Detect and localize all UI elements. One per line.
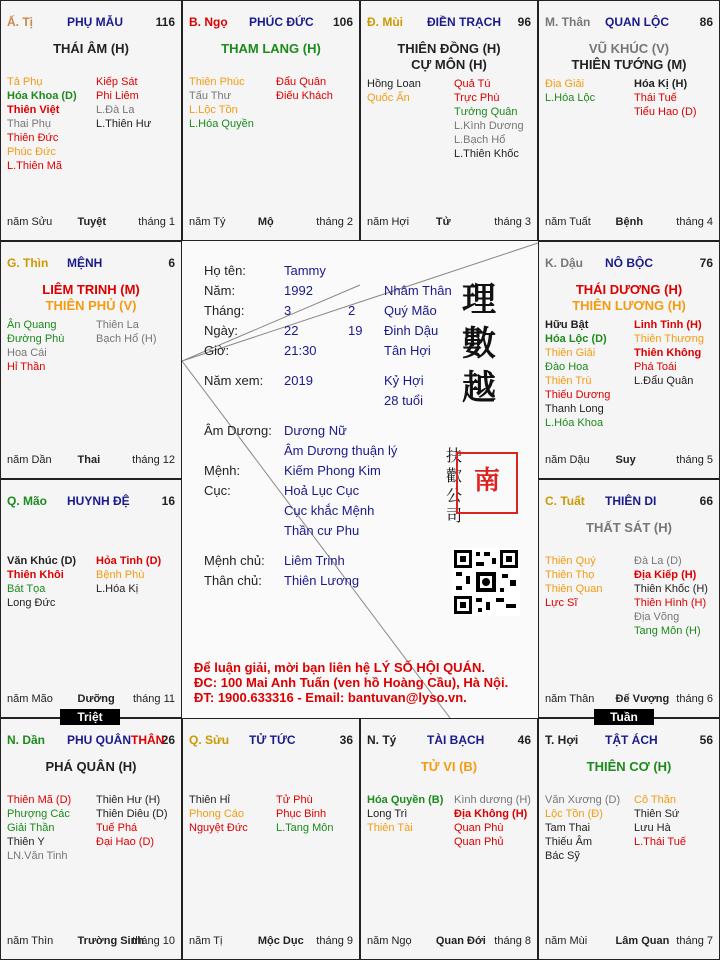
minor-star: Phúc Đức <box>7 146 56 158</box>
palace-age: 106 <box>332 15 353 29</box>
minor-star: Long Đức <box>7 597 56 609</box>
main-star: TỬ VI (B) <box>420 759 478 774</box>
palace-header <box>367 733 531 747</box>
palace-age: 26 <box>161 733 175 747</box>
minor-star: Tướng Quân <box>454 106 518 118</box>
minor-star: L.Đẩu Quân <box>634 375 694 387</box>
minor-star: Thiên Quý <box>545 555 596 567</box>
minor-star: Phá Toái <box>634 361 677 373</box>
minor-stars-right <box>634 793 686 849</box>
minor-star: L.Thái Tuế <box>634 836 686 848</box>
minor-stars-right <box>634 318 704 388</box>
value-ngay-can: Đinh Dậu <box>384 323 439 338</box>
minor-star: Trực Phù <box>454 92 500 104</box>
palace-header <box>7 256 175 270</box>
palace-branch: T. Hợi <box>545 733 579 747</box>
minor-stars-left <box>367 793 443 835</box>
calligraphy-small-2: 歡 <box>446 466 463 485</box>
palace-header <box>7 733 175 747</box>
minor-star: Lộc Tồn (Đ) <box>545 808 603 820</box>
minor-star: Thiên Sứ <box>634 808 680 820</box>
palace-header <box>545 494 713 508</box>
palace-footer <box>545 454 713 468</box>
palace-month: tháng 2 <box>316 216 353 228</box>
palace-month: tháng 9 <box>316 935 353 947</box>
palace-name: PHÚC ĐỨC <box>249 15 314 29</box>
value-cuc-2: Cục khắc Mệnh <box>284 503 375 518</box>
minor-star: Thiên Giải <box>545 347 596 359</box>
palace-month: tháng 6 <box>676 693 713 705</box>
minor-star: Phi Liêm <box>96 90 139 102</box>
palace-stage: Suy <box>615 454 636 466</box>
palace-year: năm Mão <box>7 693 53 705</box>
palace-top2[interactable] <box>182 0 360 241</box>
minor-stars-left <box>7 75 77 173</box>
seal-char: 南 <box>473 466 500 496</box>
calligraphy-small-4: 司 <box>446 506 463 525</box>
calligraphy-small-3: 公 <box>446 486 463 505</box>
calligraphy-char-3: 越 <box>462 368 496 408</box>
minor-star: Thiên Diêu (D) <box>96 808 168 820</box>
minor-star: Hóa Quyền (B) <box>367 794 444 806</box>
minor-star: Địa Võng <box>634 611 680 623</box>
palace-month: tháng 12 <box>132 454 175 466</box>
palace-branch: B. Ngọ <box>189 15 228 29</box>
palace-name: PHU QUÂN <box>67 733 132 747</box>
minor-star: Bác Sỹ <box>545 850 580 862</box>
palace-name: TỬ TỨC <box>249 733 296 747</box>
minor-star: Tấu Thư <box>189 90 232 102</box>
palace-footer <box>189 216 353 230</box>
minor-star: Địa Kiếp (H) <box>634 569 697 581</box>
palace-branch: N. Tý <box>367 733 397 747</box>
minor-star: Lưu Hà <box>634 822 671 834</box>
palace-month: tháng 1 <box>138 216 175 228</box>
palace-footer <box>7 693 175 707</box>
value-ho-ten: Tammy <box>284 263 326 278</box>
palace-year: năm Tuất <box>545 216 591 228</box>
value-gio-can: Tân Hợi <box>384 343 431 358</box>
main-star: THAM LANG (H) <box>221 41 321 56</box>
minor-star: Thiên Hỉ <box>189 794 230 806</box>
minor-star: L.Tang Môn <box>276 822 334 834</box>
main-star: THÁI DƯƠNG (H) <box>575 282 683 297</box>
palace-header <box>7 494 175 508</box>
palace-stage: Mộ <box>257 216 274 228</box>
palace-mid3[interactable] <box>0 479 182 718</box>
minor-star: Cô Thần <box>634 794 676 806</box>
palace-age: 116 <box>155 15 175 29</box>
main-star: LIÊM TRINH (M) <box>42 282 140 297</box>
minor-star: Kiếp Sát <box>96 76 138 88</box>
label-am-duong: Âm Dương: <box>204 423 272 438</box>
palace-mid4[interactable] <box>538 479 720 718</box>
value-ngay: 22 <box>284 323 299 338</box>
palace-month: tháng 4 <box>676 216 713 228</box>
minor-stars-right <box>96 554 161 596</box>
minor-star: L.Thiên Mã <box>7 160 63 172</box>
minor-star: Bát Tọa <box>7 583 46 595</box>
palace-name: TẬT ÁCH <box>605 733 658 747</box>
minor-star: Thiên La <box>96 319 139 331</box>
minor-stars-right <box>276 75 333 103</box>
red-seal-stamp <box>456 452 518 514</box>
main-star: CỰ MÔN (H) <box>411 57 487 72</box>
minor-star: Thiên Hư (H) <box>96 794 161 806</box>
palace-footer <box>7 454 175 468</box>
palace-year: năm Thìn <box>7 935 54 947</box>
palace-bot1[interactable] <box>0 718 182 960</box>
label-menh-chu: Mệnh chủ: <box>204 553 265 568</box>
palace-header <box>189 733 353 747</box>
palace-stage: Trường Sinh <box>77 935 145 947</box>
value-menh-chu: Liêm Trinh <box>284 553 345 568</box>
minor-star: Thiên Quan <box>545 583 603 595</box>
label-ngay: Ngày: <box>204 323 238 338</box>
calligraphy-small-1: 扶 <box>446 446 463 465</box>
calligraphy-char-2: 數 <box>462 324 496 364</box>
minor-star: Thiên Thọ <box>545 569 595 581</box>
palace-name: TÀI BẠCH <box>427 733 485 747</box>
palace-branch: Đ. Mùi <box>367 15 403 29</box>
main-star: THIÊN CƠ (H) <box>586 759 672 774</box>
minor-star: L.Đà La <box>96 104 135 116</box>
minor-stars-left <box>367 77 421 105</box>
palace-age: 6 <box>168 256 175 270</box>
palace-than-marker: THÂN <box>131 733 165 747</box>
contact-line-2: ĐC: 100 Mai Anh Tuấn (ven hồ Hoàng Cầu), Hà Nội. <box>194 675 509 690</box>
palace-age: 86 <box>699 15 713 29</box>
minor-stars-right <box>634 77 697 119</box>
value-ngay-am: 19 <box>348 323 363 338</box>
minor-star: Hữu Bật <box>545 319 589 331</box>
palace-top4[interactable] <box>538 0 720 241</box>
palace-month: tháng 3 <box>494 216 531 228</box>
minor-star: Quan Phủ <box>454 836 504 848</box>
minor-star: L.Lộc Tồn <box>189 104 238 116</box>
palace-name: ĐIỀN TRẠCH <box>427 15 501 29</box>
minor-star: Tam Thai <box>545 822 591 834</box>
contact-info <box>194 660 508 705</box>
minor-star: Hỉ Thần <box>7 361 46 373</box>
value-menh: Kiếm Phong Kim <box>284 463 381 478</box>
palace-name: MỆNH <box>67 256 103 270</box>
palace-stage: Bệnh <box>615 216 644 228</box>
value-nam-xem: 2019 <box>284 373 313 388</box>
label-nam-xem: Năm xem: <box>204 373 264 388</box>
minor-stars-left <box>545 554 602 610</box>
palace-footer <box>545 693 713 707</box>
palace-bot4[interactable] <box>538 718 720 960</box>
minor-star: Kình dương (H) <box>454 794 531 806</box>
palace-year: năm Thân <box>545 693 595 705</box>
minor-star: Tang Môn (H) <box>634 625 701 637</box>
minor-stars-left <box>7 318 64 374</box>
label-than-chu: Thân chủ: <box>204 573 262 588</box>
palace-header <box>545 733 713 747</box>
palace-branch: Q. Mão <box>7 494 48 508</box>
minor-star: Phong Cáo <box>189 808 245 820</box>
palace-age: 36 <box>339 733 353 747</box>
main-star: THÁI ÂM (H) <box>53 41 129 56</box>
minor-star: Thiếu Âm <box>545 836 593 848</box>
palace-branch: G. Thìn <box>7 256 49 270</box>
label-menh: Mệnh: <box>204 463 241 478</box>
palace-bot2[interactable] <box>182 718 360 960</box>
qr-code[interactable] <box>452 548 520 616</box>
minor-star: Tuế Phá <box>96 822 138 834</box>
minor-star: Thiên Y <box>7 836 45 848</box>
minor-stars-right <box>454 77 524 161</box>
minor-star: Địa Không (H) <box>454 808 528 820</box>
minor-star: Nguyệt Đức <box>189 822 248 834</box>
value-nam-xem-can: Kỷ Hợi <box>384 373 424 388</box>
minor-stars-right <box>96 75 151 131</box>
calligraphy-title <box>462 278 496 410</box>
qr-code-graphic <box>452 548 520 616</box>
minor-stars-left <box>7 554 76 610</box>
palace-stage: Tử <box>435 216 451 228</box>
main-star: THIÊN LƯƠNG (H) <box>572 298 686 313</box>
minor-star: Thiên Việt <box>7 104 60 116</box>
label-gio: Giờ: <box>204 343 230 358</box>
label-cuc: Cục: <box>204 483 231 498</box>
palace-footer <box>189 935 353 949</box>
palace-mid2[interactable] <box>538 241 720 479</box>
palace-name: THIÊN DI <box>605 494 657 508</box>
palace-age: 16 <box>161 494 175 508</box>
minor-star: L.Hóa Kị <box>96 583 139 595</box>
palace-footer <box>7 216 175 230</box>
tuan-badge: Tuần <box>594 709 654 725</box>
contact-line-3: ĐT: 1900.633316 - Email: bantuvan@lyso.vn. <box>194 690 467 705</box>
palace-stage: Lâm Quan <box>615 935 670 947</box>
minor-star: Đà La (D) <box>634 555 682 567</box>
palace-footer <box>7 935 175 949</box>
minor-star: Thiên Tài <box>367 822 413 834</box>
minor-star: Quan Phù <box>454 822 504 834</box>
value-am-duong: Dương Nữ <box>284 423 347 438</box>
minor-stars-left <box>545 77 595 105</box>
value-thang: 3 <box>284 303 292 318</box>
minor-star: L.Thiên Khốc <box>454 148 519 160</box>
minor-star: Linh Tinh (H) <box>634 319 702 331</box>
palace-year: năm Sửu <box>7 216 53 228</box>
minor-star: Hóa Kị (H) <box>634 78 688 90</box>
palace-footer <box>367 216 531 230</box>
palace-age: 46 <box>517 733 531 747</box>
palace-branch: Ấ. Tị <box>7 15 33 29</box>
minor-star: Đường Phù <box>7 333 65 345</box>
palace-header <box>367 15 531 29</box>
minor-star: Ân Quang <box>7 319 57 331</box>
main-star: THIÊN ĐỒNG (H) <box>397 41 501 56</box>
minor-star: Quả Tú <box>454 78 491 90</box>
value-tuoi: 28 tuổi <box>384 393 424 408</box>
palace-year: năm Tý <box>189 216 226 228</box>
palace-month: tháng 11 <box>132 693 175 705</box>
minor-star: Tiểu Hao (D) <box>634 106 697 118</box>
palace-name: PHỤ MẪU <box>67 15 123 29</box>
palace-stage: Mộc Dục <box>257 935 304 947</box>
palace-age: 96 <box>517 15 531 29</box>
minor-star: Hóa Khoa (D) <box>7 90 77 102</box>
palace-branch: Q. Sửu <box>189 733 230 747</box>
palace-stage: Quan Đới <box>435 935 486 947</box>
palace-age: 76 <box>699 256 713 270</box>
minor-stars-left <box>189 75 254 131</box>
minor-star: LN.Văn Tinh <box>7 850 68 862</box>
minor-star: Long Trì <box>367 808 408 820</box>
minor-star: Thiên Thương <box>634 333 705 345</box>
main-star: THẤT SÁT (H) <box>586 520 672 535</box>
main-star: PHÁ QUÂN (H) <box>45 759 137 774</box>
minor-stars-right <box>454 793 531 849</box>
minor-star: L.Hóa Quyền <box>189 118 254 130</box>
minor-star: Thanh Long <box>545 403 604 415</box>
label-thang: Tháng: <box>204 303 245 318</box>
palace-name: QUAN LỘC <box>605 15 669 29</box>
contact-line-1: Để luận giải, mời bạn liên hệ LÝ SỐ HỘI QUÁN. <box>194 660 485 675</box>
minor-star: Bệnh Phù <box>96 569 145 581</box>
value-thang-can: Quý Mão <box>384 303 437 318</box>
minor-star: L.Kình Dương <box>454 120 524 132</box>
palace-stage: Đế Vượng <box>615 693 670 705</box>
palace-branch: K. Dậu <box>545 256 584 270</box>
minor-stars-left <box>545 793 620 863</box>
value-gio: 21:30 <box>284 343 317 358</box>
minor-stars-left <box>545 318 610 430</box>
minor-star: Địa Giải <box>545 78 585 90</box>
calligraphy-char-1: 理 <box>462 280 496 320</box>
minor-star: Thiên Mã (D) <box>7 794 72 806</box>
minor-star: Thiên Đức <box>7 132 59 144</box>
minor-star: Thiên Phúc <box>189 76 245 88</box>
palace-branch: M. Thân <box>545 15 591 29</box>
minor-star: Hóa Lộc (D) <box>545 333 607 345</box>
palace-branch: C. Tuất <box>545 494 585 508</box>
minor-star: Bạch Hổ (H) <box>96 333 157 345</box>
palace-header <box>7 15 175 29</box>
minor-star: L.Thiên Hư <box>96 118 152 130</box>
palace-month: tháng 8 <box>494 935 531 947</box>
minor-stars-right <box>276 793 333 835</box>
minor-star: Thiên Không <box>634 347 702 359</box>
main-star: THIÊN TƯỚNG (M) <box>571 57 687 72</box>
minor-star: Thiên Trù <box>545 375 592 387</box>
palace-name: HUYNH ĐỆ <box>67 494 130 508</box>
minor-star: Đẩu Quân <box>276 76 327 88</box>
minor-star: Thiên Khôi <box>7 569 64 581</box>
value-cuc-3: Thần cư Phu <box>284 523 360 538</box>
palace-header <box>545 15 713 29</box>
minor-star: Đại Hao (D) <box>96 836 155 848</box>
palace-month: tháng 7 <box>676 935 713 947</box>
minor-star: Phượng Các <box>7 808 70 820</box>
palace-stage: Thai <box>77 454 101 466</box>
palace-stage: Tuyệt <box>77 216 107 228</box>
minor-star: Văn Xương (D) <box>545 794 621 806</box>
minor-stars-left <box>7 793 71 863</box>
palace-branch: N. Dần <box>7 733 46 747</box>
palace-name: NÔ BỘC <box>605 256 653 270</box>
palace-year: năm Ngọ <box>367 935 412 947</box>
palace-top3[interactable] <box>360 0 538 241</box>
minor-stars-left <box>189 793 248 835</box>
minor-star: Văn Khúc (D) <box>7 555 77 567</box>
minor-star: Thái Tuế <box>634 92 677 104</box>
palace-top1[interactable] <box>0 0 182 241</box>
value-am-duong-2: Âm Dương thuận lý <box>284 443 398 458</box>
main-star: VŨ KHÚC (V) <box>588 41 670 56</box>
value-nam: 1992 <box>284 283 313 298</box>
palace-bot3[interactable] <box>360 718 538 960</box>
value-than-chu: Thiên Lương <box>284 573 360 588</box>
minor-stars-right <box>96 793 168 849</box>
minor-star: Phục Binh <box>276 808 327 820</box>
minor-stars-right <box>634 554 708 638</box>
palace-mid1[interactable] <box>0 241 182 479</box>
palace-year: năm Mùi <box>545 935 588 947</box>
palace-year: năm Dậu <box>545 454 590 466</box>
palace-footer <box>367 935 531 949</box>
minor-star: L.Hóa Lộc <box>545 92 596 104</box>
minor-star: Thiên Khốc (H) <box>634 583 708 595</box>
minor-star: Quốc Ấn <box>367 92 410 104</box>
label-ho-ten: Họ tên: <box>204 263 246 278</box>
main-star: THIÊN PHỦ (V) <box>45 298 137 313</box>
palace-header <box>189 15 353 29</box>
triet-badge: Triệt <box>60 709 120 725</box>
palace-month: tháng 5 <box>676 454 713 466</box>
minor-star: Thiếu Dương <box>545 389 611 401</box>
minor-star: Tử Phù <box>276 794 313 806</box>
palace-month: tháng 10 <box>132 935 175 947</box>
minor-star: Tả Phụ <box>7 76 43 88</box>
value-thang-am: 2 <box>348 303 356 318</box>
value-cuc: Hoả Lục Cục <box>284 483 360 498</box>
minor-stars-right <box>96 318 157 346</box>
minor-star: Thiên Hình (H) <box>634 597 707 609</box>
palace-stage: Dưỡng <box>77 693 115 705</box>
minor-star: L.Bạch Hổ <box>454 134 506 146</box>
minor-star: Đào Hoa <box>545 361 589 373</box>
minor-star: Điếu Khách <box>276 90 333 102</box>
label-nam: Năm: <box>204 283 236 298</box>
value-nam-can: Nhâm Thân <box>384 283 452 298</box>
palace-year: năm Hợi <box>367 216 410 228</box>
palace-footer <box>545 216 713 230</box>
palace-footer <box>545 935 713 949</box>
palace-header <box>545 256 713 270</box>
minor-star: Giải Thần <box>7 822 55 834</box>
palace-age: 56 <box>699 733 713 747</box>
minor-star: Hồng Loan <box>367 78 421 90</box>
palace-age: 66 <box>699 494 713 508</box>
minor-star: Hỏa Tinh (D) <box>96 555 162 567</box>
minor-star: Lực Sĩ <box>545 597 578 609</box>
minor-star: L.Hóa Khoa <box>545 417 604 429</box>
palace-year: năm Tị <box>189 935 223 947</box>
minor-star: Hoa Cái <box>7 347 47 359</box>
minor-star: Thai Phụ <box>7 118 52 130</box>
palace-year: năm Dần <box>7 454 52 466</box>
